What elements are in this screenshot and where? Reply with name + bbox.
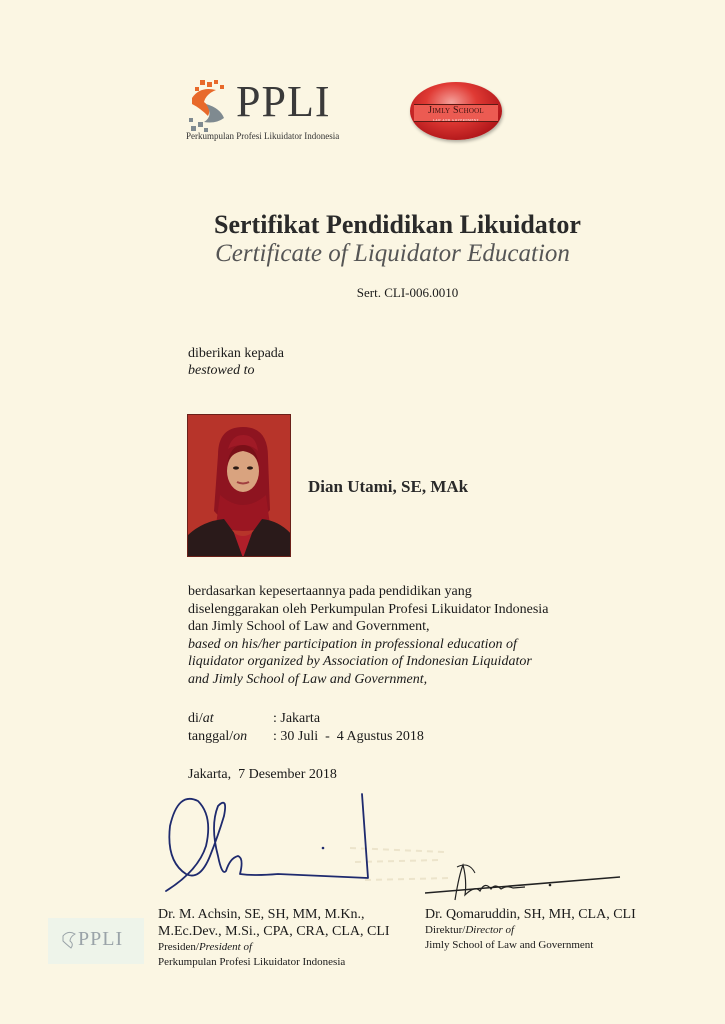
issue-place-date: Jakarta, 7 Desember 2018 — [188, 767, 337, 782]
signer-director-name: Dr. Qomaruddin, SH, MH, CLA, CLI — [425, 907, 636, 922]
basis-id-line: diselenggarakan oleh Perkumpulan Profesi Likuidator Indonesia — [188, 601, 549, 617]
basis-id-line: dan Jimly School of Law and Government, — [188, 619, 430, 634]
signer-president-role — [158, 940, 390, 955]
certificate-number: Sert. CLI-006.0010 — [356, 285, 459, 300]
ppli-seal-text: PPLI — [78, 928, 124, 950]
jimly-logo-text: Jimly School — [428, 105, 484, 116]
venue-at-label — [188, 710, 273, 728]
basis-id-line: berdasarkan kepesertaannya pada pendidikan yang — [188, 584, 472, 599]
venue-at-row — [188, 710, 424, 728]
signer-president-role-en: President of — [198, 941, 253, 953]
signer-director-role-id: Direktur/ — [425, 924, 466, 936]
signature-director-icon — [425, 855, 625, 905]
venue-on-row — [188, 728, 424, 746]
signer-director-role — [425, 923, 636, 938]
ppli-subtitle: Perkumpulan Profesi Likuidator Indonesia — [186, 131, 340, 141]
jimly-logo-subtext: LAW AND GOVERNMENT — [432, 118, 480, 122]
signer-president — [158, 906, 390, 970]
recipient-photo — [187, 414, 291, 557]
recipient-name: Dian Utami, SE, MAk — [308, 477, 469, 496]
basis-en-line: liquidator organized by Association of Indonesian Liquidator — [188, 654, 532, 669]
venue-at-label-id: di/ — [188, 711, 203, 726]
signature-president-icon — [158, 786, 388, 896]
signer-director — [425, 906, 636, 953]
ppli-seal — [48, 918, 144, 964]
ppli-seal-logo-icon — [60, 930, 78, 952]
signer-president-name-line2: M.Ec.Dev., M.Si., CPA, CRA, CLA, CLI — [158, 924, 390, 939]
venue-on-label — [188, 728, 273, 746]
venue-on-label-id: tanggal/ — [188, 729, 234, 744]
venue-at-value: : Jakarta — [273, 711, 321, 726]
bestowed-to-en: bestowed to — [188, 363, 255, 378]
signer-president-role-id: Presiden/ — [158, 941, 199, 953]
basis-text — [188, 583, 548, 688]
venue-at-label-en: at — [202, 711, 214, 726]
venue-details — [188, 710, 424, 746]
venue-on-value: : 30 Juli - 4 Agustus 2018 — [273, 729, 424, 744]
basis-en-line: based on his/her participation in professional education of — [188, 636, 517, 652]
venue-on-label-en: on — [233, 729, 248, 744]
portrait-icon — [188, 415, 291, 557]
title-indonesian: Sertifikat Pendidikan Likuidator — [214, 210, 581, 239]
bestowed-to-label — [188, 345, 284, 379]
bestowed-to-id: diberikan kepada — [188, 346, 285, 361]
signer-president-org: Perkumpulan Profesi Likuidator Indonesia — [158, 956, 346, 968]
ppli-logo-text: PPLI — [236, 77, 331, 126]
signer-president-name-line1: Dr. M. Achsin, SE, SH, MM, M.Kn., — [158, 907, 365, 922]
title-english: Certificate of Liquidator Education — [215, 240, 570, 267]
jimly-school-logo — [410, 82, 502, 140]
signer-director-role-en: Director of — [465, 924, 515, 936]
signer-director-org: Jimly School of Law and Government — [425, 939, 594, 951]
basis-en-line: and Jimly School of Law and Government, — [188, 671, 428, 687]
